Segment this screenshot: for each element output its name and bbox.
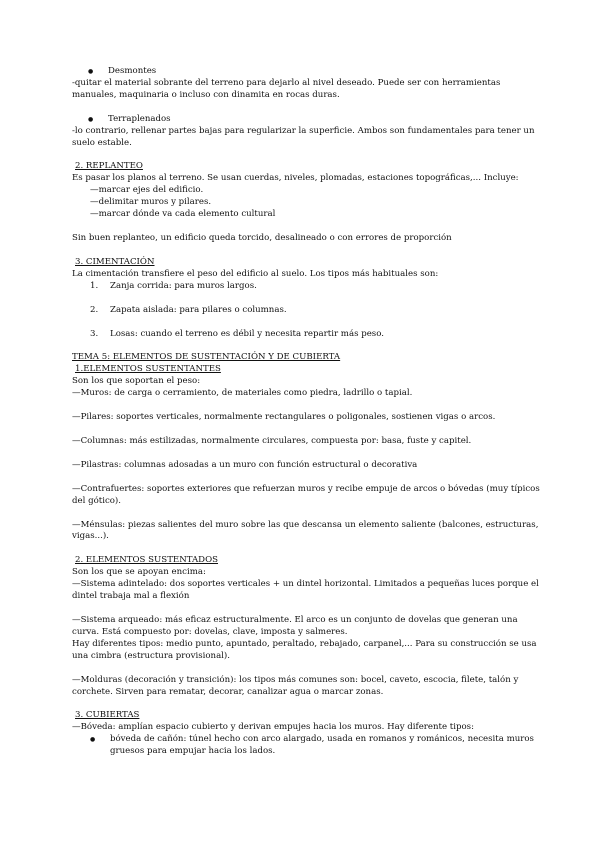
heading-cimentacion: 3. CIMENTACIÓN [75, 256, 155, 267]
sustentados-item: —Molduras (decoración y transición): los tipos más comunes son: bocel, caveto, escocia, filete, talón y corchete. Sirven para rematar, decorar, canalizar agua o marcar zonas. [72, 674, 519, 697]
cimentacion-item [72, 305, 542, 317]
sustentantes-intro: Son los que soportan el peso: [72, 376, 201, 387]
replanteo-item: —marcar ejes del edificio. [90, 185, 204, 196]
desmontes-text: -quitar el material sobrante del terreno para dejarlo al nivel deseado. Puede ser con herramientas manuales, maquinaria o incluso con dinamita en rocas duras. [72, 77, 501, 100]
sustentantes-item: —Ménsulas: piezas salientes del muro sobre las que descansa un elemento saliente (balcones, estructuras, vigas...). [72, 519, 539, 542]
document-page [72, 66, 542, 758]
cubiertas-intro: —Bóveda: amplían espacio cubierto y derivan empujes hacia los muros. Hay diferente tipos: [72, 722, 474, 733]
cimentacion-item [72, 281, 542, 293]
heading-cubiertas: 3. CUBIERTAS [75, 710, 140, 721]
cubiertas-bullet: ● bóveda de cañón: túnel hecho con arco alargado, usada en romanos y románicos, necesita muros gruesos para empujar hacia los lados. [72, 734, 542, 758]
item-number: 1. [90, 280, 99, 291]
sustentantes-item: —Pilares: soportes verticales, normalmente rectangulares o poligonales, sostienen vigas o arcos. [72, 412, 496, 423]
heading-replanteo: 2. REPLANTEO [75, 161, 143, 172]
cimentacion-item [72, 329, 542, 341]
terraplenados-text: -lo contrario, rellenar partes bajas para regularizar la superficie. Ambos son fundamentales para tener un suelo estable. [72, 125, 535, 148]
sustentantes-item: —Contrafuertes: soportes exteriores que refuerzan muros y recibe empuje de arcos o bóvedas (muy típicos del gótico). [72, 483, 540, 506]
item-text: Losas: cuando el terreno es débil y necesita repartir más peso. [110, 328, 384, 339]
tema5-title: TEMA 5: ELEMENTOS DE SUSTENTACIÓN Y DE CUBIERTA [72, 352, 341, 363]
replanteo-item: —delimitar muros y pilares. [90, 197, 212, 208]
sustentados-item: —Sistema arqueado: más eficaz estructuralmente. El arco es un conjunto de dovelas que generan una curva. Está compuesto por: dovelas, clave, imposta y salmeres. [72, 615, 518, 637]
cimentacion-intro: La cimentación transfiere el peso del edificio al suelo. Los tipos más habituales son: [72, 268, 439, 279]
heading-sustentados: 2. ELEMENTOS SUSTENTADOS [75, 555, 219, 566]
sustentantes-item: —Pilastras: columnas adosadas a un muro con función estructural o decorativa [72, 459, 418, 470]
bullet-terraplenados: ● Terraplenados [72, 114, 542, 126]
replanteo-item: —marcar dónde va cada elemento cultural [90, 209, 276, 220]
replanteo-intro: Es pasar los planos al terreno. Se usan cuerdas, niveles, plomadas, estaciones topográficas,... Incluye: [72, 173, 519, 184]
sustentantes-item: —Columnas: más estilizadas, normalmente circulares, compuesta por: basa, fuste y capitel. [72, 435, 472, 446]
sustentados-intro: Son los que se apoyan encima: [72, 567, 206, 578]
bullet-desmontes: ● Desmontes [72, 66, 542, 78]
sustentados-item: —Sistema adintelado: dos soportes verticales + un dintel horizontal. Limitados a pequeñas luces porque el dintel trabaja mal a flexión [72, 579, 539, 602]
item-text: Zanja corrida: para muros largos. [110, 280, 257, 291]
item-number: 3. [90, 328, 99, 339]
replanteo-note: Sin buen replanteo, un edificio queda torcido, desalineado o con errores de proporción [72, 232, 452, 243]
item-text: Zapata aislada: para pilares o columnas. [110, 304, 287, 315]
item-number: 2. [90, 304, 99, 315]
sustentados-item: Hay diferentes tipos: medio punto, apuntado, peraltado, rebajado, carpanel,... Para su construcción se usa una cimbra (estructura provisional). [72, 638, 537, 661]
heading-sustentantes: 1.ELEMENTOS SUSTENTANTES [75, 364, 221, 375]
sustentantes-item: —Muros: de carga o cerramiento, de materiales como piedra, ladrillo o tapial. [72, 388, 413, 399]
